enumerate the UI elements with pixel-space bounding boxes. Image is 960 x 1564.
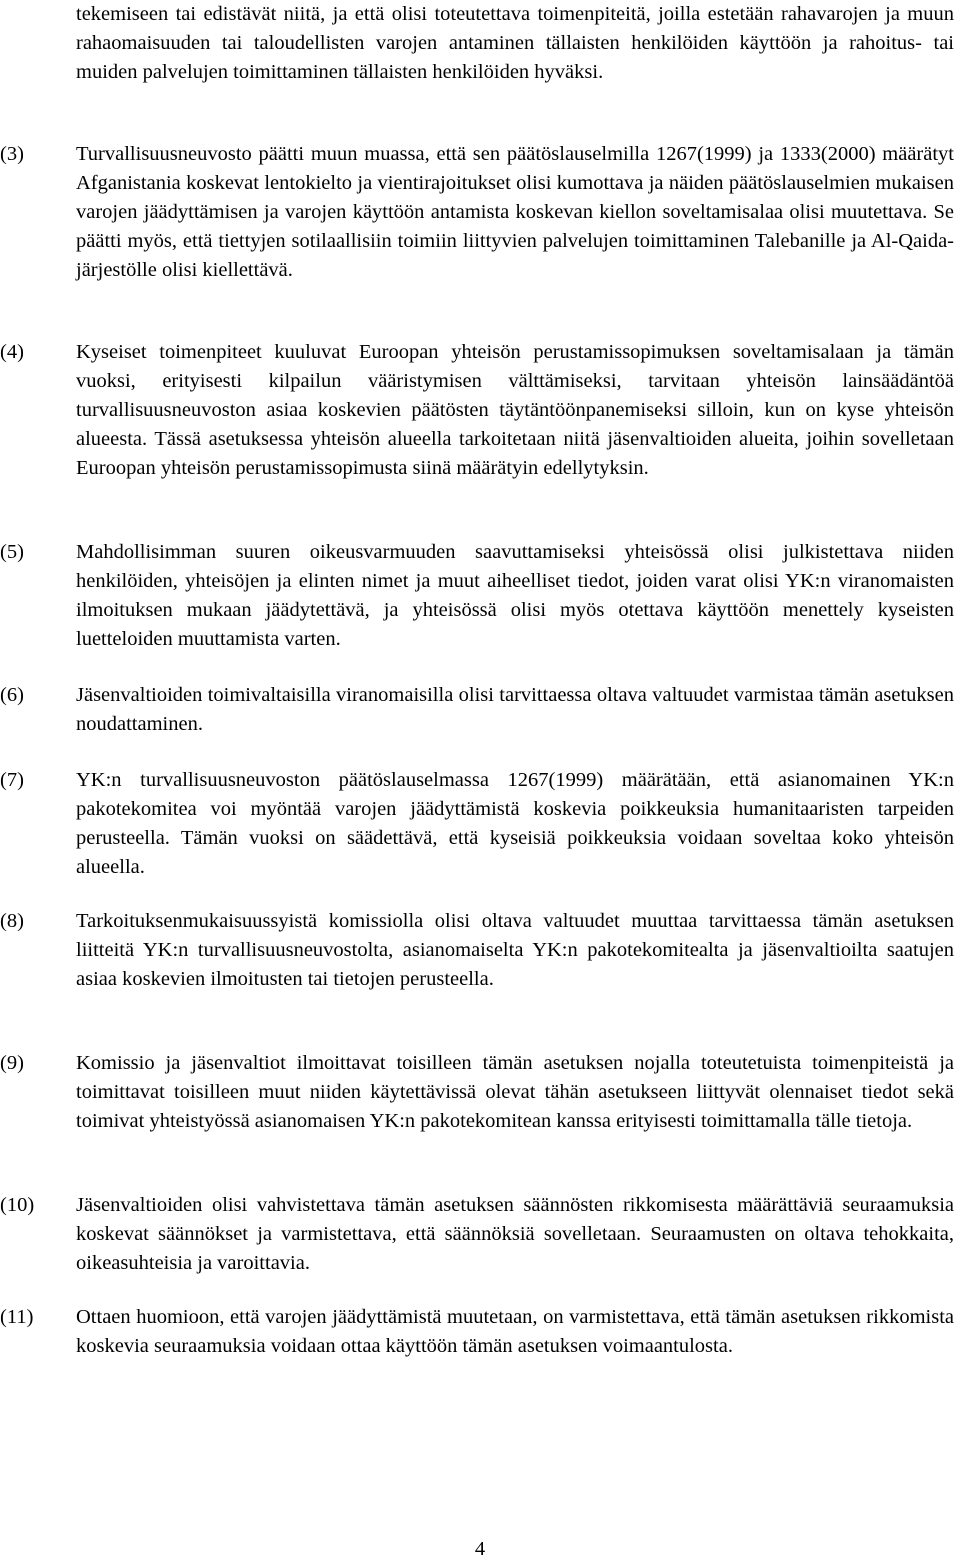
recital-text: Tarkoituksenmukaisuussyistä komissiolla olisi oltava valtuudet muuttaa tarvittaessa tämän asetuksen liitteitä YK:n turvallisuusneuvostolta, asianomaiselta YK:n pakotekomitealta ja jäsenvaltioilta saatujen asiaa koskevien ilmoitusten tai tietojen perusteella. (76, 910, 954, 990)
recital-6 (0, 681, 954, 739)
recital-number: (9) (0, 1052, 24, 1074)
recital-number: (8) (0, 910, 24, 932)
recital-11 (0, 1303, 954, 1361)
recital-text: YK:n turvallisuusneuvoston päätöslauselmassa 1267(1999) määrätään, että asianomainen YK:n pakotekomitea voi myöntää varojen jäädyttämistä koskevia poikkeuksia humanitaaristen tarpeiden perusteella. Tämän vuoksi on säädettävä, että kyseisiä poikkeuksia voidaan soveltaa koko yhteisön alueella. (76, 769, 954, 878)
recital-text: Ottaen huomioon, että varojen jäädyttämistä muutetaan, on varmistettava, että tämän asetuksen rikkomista koskevia seuraamuksia voidaan ottaa käyttöön tämän asetuksen voimaantulosta. (76, 1306, 954, 1357)
recital-text: Kyseiset toimenpiteet kuuluvat Euroopan yhteisön perustamissopimuksen soveltamisalaan ja tämän vuoksi, erityisesti kilpailun vääristymisen välttämiseksi, tarvitaan yhteisön lainsäädäntöä turvallisuusneuvoston asiaa koskevien päätösten täytäntöönpanemiseksi silloin, kun on kyse yhteisön alueesta. Tässä asetuksessa yhteisön alueella tarkoitetaan niitä jäsenvaltioiden alueita, joihin sovelletaan Euroopan yhteisön perustamissopimusta siinä määrätyin edellytyksin. (76, 341, 954, 479)
recital-number: (4) (0, 341, 24, 363)
recital-5 (0, 538, 954, 654)
recital-text: Mahdollisimman suuren oikeusvarmuuden saavuttamiseksi yhteisössä olisi julkistettava niiden henkilöiden, yhteisöjen ja elinten nimet ja muut aiheelliset tiedot, joiden varat olisi YK:n viranomaisten ilmoituksen mukaan jäädytettävä, ja yhteisössä olisi myös otettava käyttöön menettely kyseisten luetteloiden muuttamista varten. (76, 541, 954, 650)
recital-text: Komissio ja jäsenvaltiot ilmoittavat toisilleen tämän asetuksen nojalla toteutetuista toimenpiteistä ja toimittavat toisilleen muut niiden käytettävissä olevat tähän asetukseen liittyvät olennaiset tiedot sekä toimivat yhteistyössä asianomaisen YK:n pakotekomitean kanssa erityisesti toimittamalla tälle tietoja. (76, 1052, 954, 1132)
recital-number: (11) (0, 1306, 34, 1328)
recital-number: (5) (0, 541, 24, 563)
recital-9 (0, 1049, 954, 1136)
recital-8 (0, 907, 954, 994)
recital-text: Turvallisuusneuvosto päätti muun muassa, että sen päätöslauselmilla 1267(1999) ja 1333(2000) määrätyt Afganistania koskevat lentokielto ja vientirajoitukset olisi kumottava ja näiden päätöslauselmien mukaisen varojen jäädyttämisen ja varojen käyttöön antamista koskevan kiellon soveltamisalaa olisi muutettava. Se päätti myös, että tiettyjen sotilaallisiin toimiin liittyvien palvelujen toimittaminen Talebanille ja Al-Qaida-järjestölle olisi kiellettävä. (76, 143, 954, 281)
page-number: 4 (474, 1538, 486, 1560)
recital-number: (7) (0, 769, 24, 791)
recital-text: Jäsenvaltioiden toimivaltaisilla viranomaisilla olisi tarvittaessa oltava valtuudet varmistaa tämän asetuksen noudattaminen. (76, 684, 954, 735)
recital-10 (0, 1191, 954, 1278)
recital-number: (3) (0, 143, 24, 165)
recital-number: (6) (0, 684, 24, 706)
recital-3 (0, 140, 954, 285)
intro-paragraph: tekemiseen tai edistävät niitä, ja että olisi toteutettava toimenpiteitä, joilla estetään rahavarojen ja muun rahaomaisuuden tai taloudellisten varojen antaminen tällaisten henkilöiden käyttöön ja rahoitus- tai muiden palvelujen toimittaminen tällaisten henkilöiden hyväksi. (76, 3, 954, 83)
recital-text: Jäsenvaltioiden olisi vahvistettava tämän asetuksen säännösten rikkomisesta määrättäviä seuraamuksia koskevat säännökset ja varmistettava, että säännöksiä sovelletaan. Seuraamusten on oltava tehokkaita, oikeasuhteisia ja varoittavia. (76, 1194, 954, 1274)
recital-7 (0, 766, 954, 882)
recital-4 (0, 338, 954, 483)
recital-number: (10) (0, 1194, 35, 1216)
